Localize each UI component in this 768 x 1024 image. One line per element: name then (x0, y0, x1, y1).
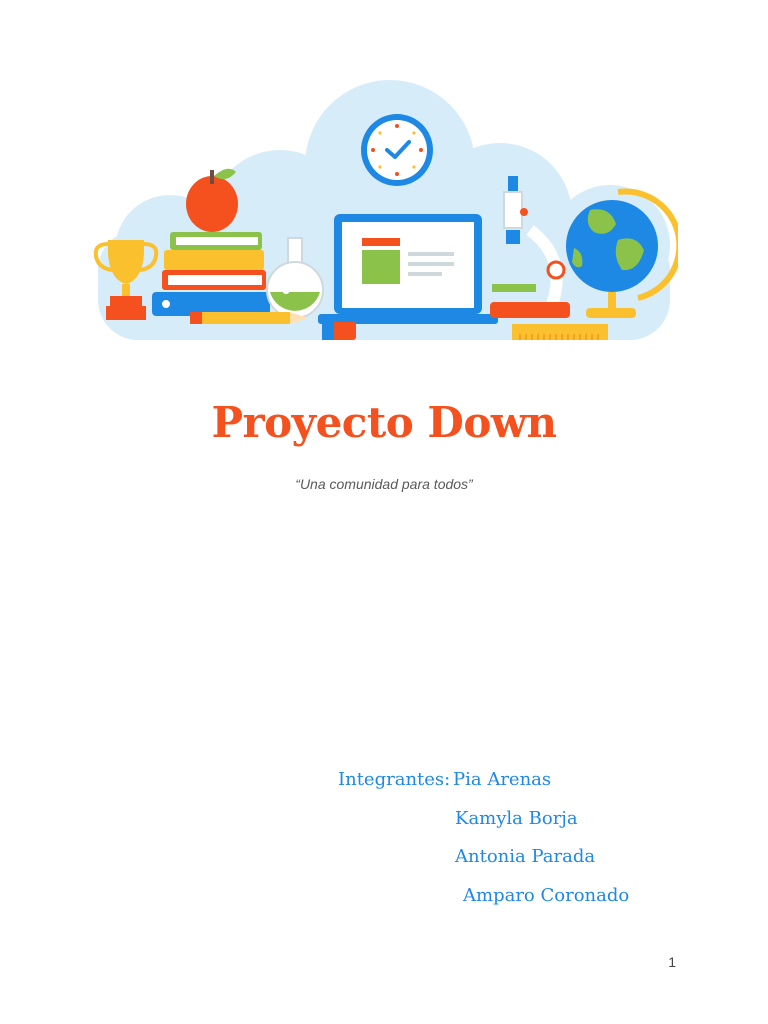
member-name: Pia Arenas (453, 769, 552, 790)
laptop-icon (318, 214, 498, 340)
document-subtitle: “Una comunidad para todos” (295, 476, 473, 492)
clock-icon (361, 114, 433, 186)
ruler-icon (512, 324, 608, 340)
education-illustration (90, 80, 678, 350)
pencil-icon (190, 312, 308, 324)
member-name: Antonia Parada (455, 846, 596, 867)
page-number: 1 (668, 954, 676, 970)
members-label: Integrantes: (338, 769, 451, 790)
member-name: Kamyla Borja (455, 808, 578, 829)
document-title: Proyecto Down (211, 398, 557, 447)
member-name: Amparo Coronado (463, 885, 630, 906)
